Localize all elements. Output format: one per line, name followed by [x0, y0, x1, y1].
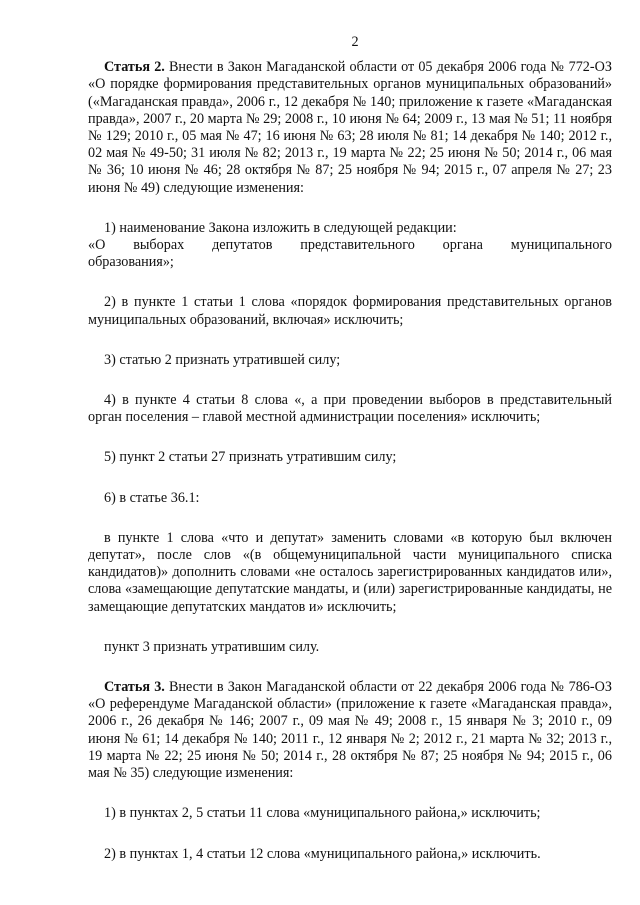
article-3-intro-text: Внести в Закон Магаданской области от 22 декабря 2006 года № 786-ОЗ «О референдуме Магаданской области» (приложение к газете «Магаданская правда», 2006 г., 26 декабря № 146; 2007 г., 09 мая № 49; 2008 г., 15 января № 3; 2010 г., 09 июня № 61; 14 декабря № 140; 2011 г., 12 января № 2; 2012 г., 21 марта № 32; 2013 г., 19 марта № 22; 25 июня № 50; 2014 г., 28 октября № 87; 25 ноября № 94; 2015 г., 06 мая № 35) следующие изменения: [88, 679, 612, 782]
article-2-item-6: 6) в статье 36.1: [104, 489, 200, 506]
article-3-label: Статья 3. [104, 679, 165, 696]
page-number: 2 [351, 34, 359, 50]
article-2-item-1: 1) наименование Закона изложить в следующей редакции: [104, 219, 457, 236]
article-3-item-2: 2) в пунктах 1, 4 статьи 12 слова «муниципального района,» исключить. [104, 845, 541, 862]
article-2-item-4: 4) в пункте 4 статьи 8 слова «, а при проведении выборов в представительный орган поселения – главой местной администрации поселения» исключить; [88, 392, 612, 426]
article-2-intro-text: Внести в Закон Магаданской области от 05 декабря 2006 года № 772-ОЗ «О порядке формирования представительных органов муниципальных образований» («Магаданская правда», 2006 г., 12 декабря № 140; приложение к газете «Магаданская правда», 2007 г., 20 марта № 29; 2008 г., 10 июня № 64; 2009 г., 13 мая № 51; 11 ноября № 129; 2010 г., 05 мая № 47; 16 июня № 63; 28 июля № 81; 14 декабря № 140; 2012 г., 02 мая № 49-50; 31 июля № 82; 2013 г., 19 марта № 22; 25 июня № 50; 2014 г., 06 мая № 36; 10 июня № 46; 28 октября № 87; 25 ноября № 94; 2015 г., 07 апреля № 27; 23 июня № 49) следующие изменения: [88, 59, 612, 196]
article-2-item-6-subitem-2: пункт 3 признать утратившим силу. [104, 638, 320, 655]
article-3-item-1: 1) в пунктах 2, 5 статьи 11 слова «муниципального района,» исключить; [104, 805, 541, 822]
article-3-intro [88, 679, 612, 782]
document-page [88, 34, 612, 863]
article-2-item-1-quote-line-1: «О выборах депутатов представительного органа муниципального [88, 237, 612, 254]
article-2-item-2: 2) в пункте 1 статьи 1 слова «порядок формирования представительных органов муниципальных образований, включая» исключить; [88, 294, 612, 328]
article-2-label: Статья 2. [104, 59, 165, 76]
article-2-item-5: 5) пункт 2 статьи 27 признать утратившим силу; [104, 449, 397, 466]
article-2-item-3: 3) статью 2 признать утратившей силу; [104, 351, 341, 368]
article-2-item-1-quote-line-2: образования»; [88, 254, 174, 271]
article-2-item-6-subitem-1: в пункте 1 слова «что и депутат» заменить словами «в которую был включен депутат», после слов «(в общемуниципальной части муниципального списка кандидатов)» дополнить словами «не осталось зарегистрированных кандидатов или», слова «замещающие депутатские мандаты, и (или) зарегистрированные кандидаты, не замещающие депутатских мандатов и» исключить; [88, 529, 612, 615]
article-2-intro [88, 59, 612, 197]
